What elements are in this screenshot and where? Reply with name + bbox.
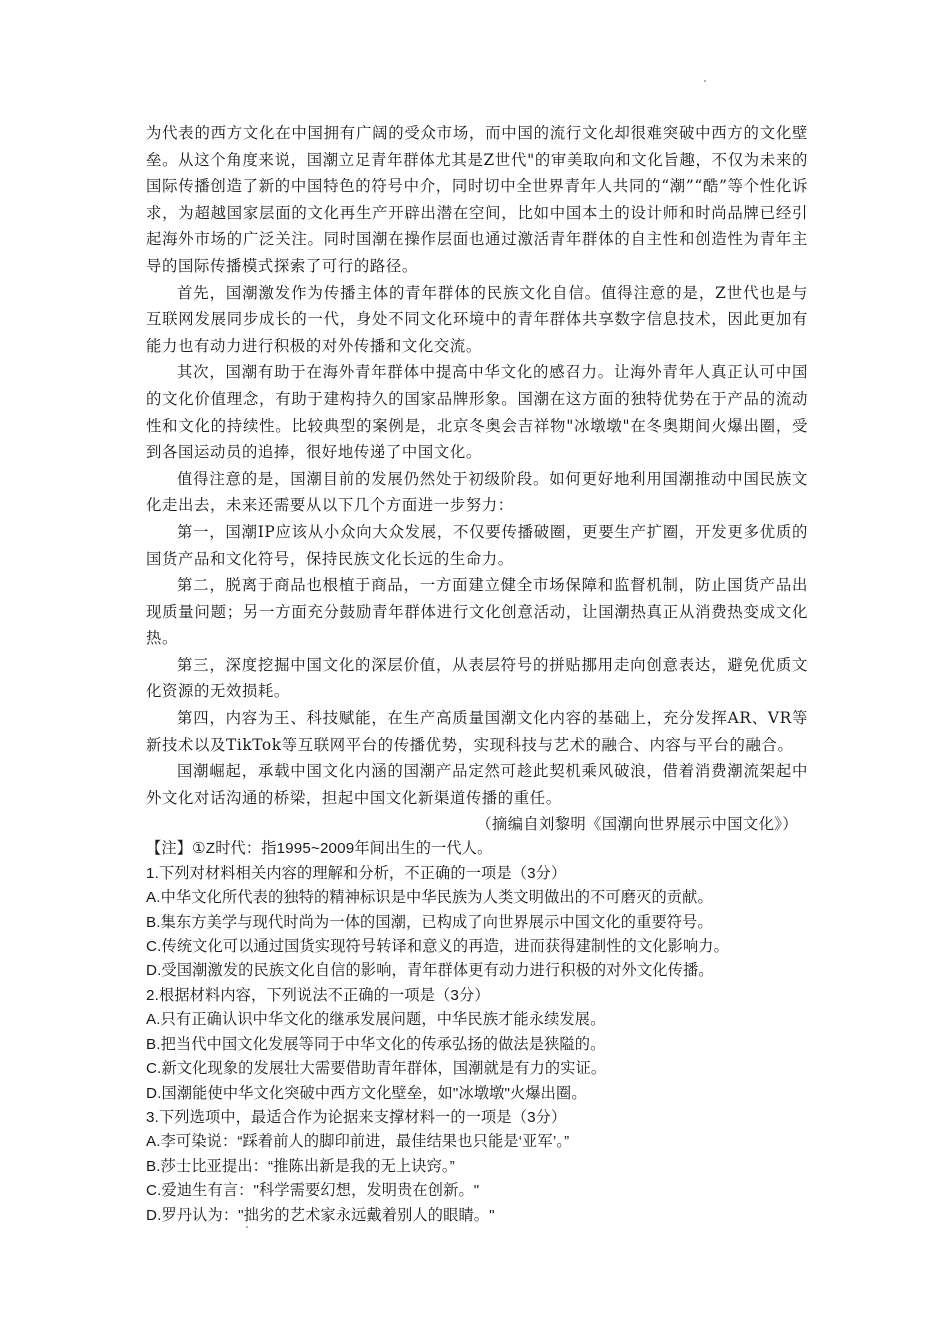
paragraph-intro: 为代表的西方文化在中国拥有广阔的受众市场，而中国的流行文化却很难突破中西方的文化壁垒。从这个角度来说，国潮立足青年群体尤其是Z世代"的审美取向和文化旨趣，不仅为未来的国际传播创造了新的中国特色的符号中介，同时切中全世界青年人共同的“潮”“酷”等个性化诉求，为超越国家层面的文化再生产开辟出潜在空间，比如中国本土的设计师和时尚品牌已经引起海外市场的广泛关注。同时国潮在操作层面也通过激活青年群体的自主性和创造性为青年主导的国际传播模式探索了可行的路径。 [146,124,808,275]
footnote: 【注】①Z时代：指1995~2009年间出生的一代人。 [146,840,493,858]
question-1-option-c: C.传统文化可以通过国货实现符号转译和意义的再造，进而获得建制性的文化影响力。 [146,938,729,956]
paragraph-point-one: 第一，国潮IP应该从小众向大众发展，不仅要传播破圈，更要生产扩圈，开发更多优质的国货产品和文化符号，保持民族文化长远的生命力。 [146,522,808,568]
question-2-option-c: C.新文化现象的发展壮大需要借助青年群体，国潮就是有力的实证。 [146,1060,607,1078]
paragraph-point-three: 第三，深度挖掘中国文化的深层价值，从表层符号的拼贴挪用走向创意表达，避免优质文化资源的无效损耗。 [146,655,808,701]
paragraph-second: 其次，国潮有助于在海外青年群体中提高中华文化的感召力。让海外青年人真正认可中国的文化价值理念，有助于建构持久的国家品牌形象。国潮在这方面的独特优势在于产品的流动性和文化的持续性。比较典型的案例是，北京冬奥会吉祥物"冰墩墩"在冬奥期间火爆出圈，受到各国运动员的追捧，很好地传递了中国文化。 [146,363,808,462]
question-3-option-c: C.爱迪生有言："科学需要幻想，发明贵在创新。" [146,1182,480,1200]
paragraph-first: 首先，国潮激发作为传播主体的青年群体的民族文化自信。值得注意的是，Z世代也是与互联网发展同步成长的一代，身处不同文化环境中的青年群体共享数字信息技术，因此更加有能力也有动力进行积极的对外传播和文化交流。 [146,283,808,355]
paragraph-note-stage: 值得注意的是，国潮目前的发展仍然处于初级阶段。如何更好地利用国潮推动中国民族文化走出去，未来还需要从以下几个方面进一步努力： [146,469,808,515]
question-2-option-b: B.把当代中国文化发展等同于中华文化的传承弘扬的做法是狭隘的。 [146,1035,606,1053]
source-citation: （摘编自刘黎明《国潮向世界展示中国文化》） [476,815,798,834]
question-3-option-d: D.罗丹认为："拙劣的艺术家永远戴着别人的眼睛。" [146,1206,495,1224]
question-1-option-b: B.集东方美学与现代时尚为一体的国潮，已构成了向世界展示中国文化的重要符号。 [146,913,713,931]
document-page [146,120,808,1228]
question-2-option-d: D.国潮能使中华文化突破中西方文化壁垒，如"冰墩墩"火爆出圈。 [146,1084,587,1102]
question-3-stem: 3.下列选项中，最适合作为论据来支撑材料一的一项是（3分） [146,1108,567,1126]
question-1-stem: 1.下列对材料相关内容的理解和分析，不正确的一项是（3分） [146,864,567,882]
question-1-option-d: D.受国潮激发的民族文化自信的影响，青年群体更有动力进行积极的对外文化传播。 [146,962,714,980]
question-3-option-a: A.李可染说：“踩着前人的脚印前进，最佳结果也只能是‘亚军’。” [146,1133,570,1151]
question-2-option-a: A.只有正确认识中华文化的继承发展问题，中华民族才能永续发展。 [146,1011,606,1029]
paragraph-point-two: 第二，脱离于商品也根植于商品，一方面建立健全市场保障和监督机制，防止国货产品出现质量问题；另一方面充分鼓励青年群体进行文化创意活动，让国潮热真正从消费热变成文化热。 [146,576,808,648]
scan-speck-top [704,80,706,82]
paragraph-point-four: 第四，内容为王、科技赋能，在生产高质量国潮文化内容的基础上，充分发挥AR、VR等新技术以及TikTok等互联网平台的传播优势，实现科技与艺术的融合、内容与平台的融合。 [146,709,808,754]
question-2-stem: 2.根据材料内容，下列说法不正确的一项是（3分） [146,986,490,1004]
question-3-option-b: B.莎士比亚提出：“推陈出新是我的无上诀窍。” [146,1157,455,1175]
paragraph-conclusion: 国潮崛起，承载中国文化内涵的国潮产品定然可趁此契机乘风破浪，借着消费潮流架起中外文化对话沟通的桥梁，担起中国文化新渠道传播的重任。 [146,762,808,807]
question-1-option-a: A.中华文化所代表的独特的精神标识是中华民族为人类文明做出的不可磨灭的贡献。 [146,889,713,907]
questions-section [146,837,808,1228]
